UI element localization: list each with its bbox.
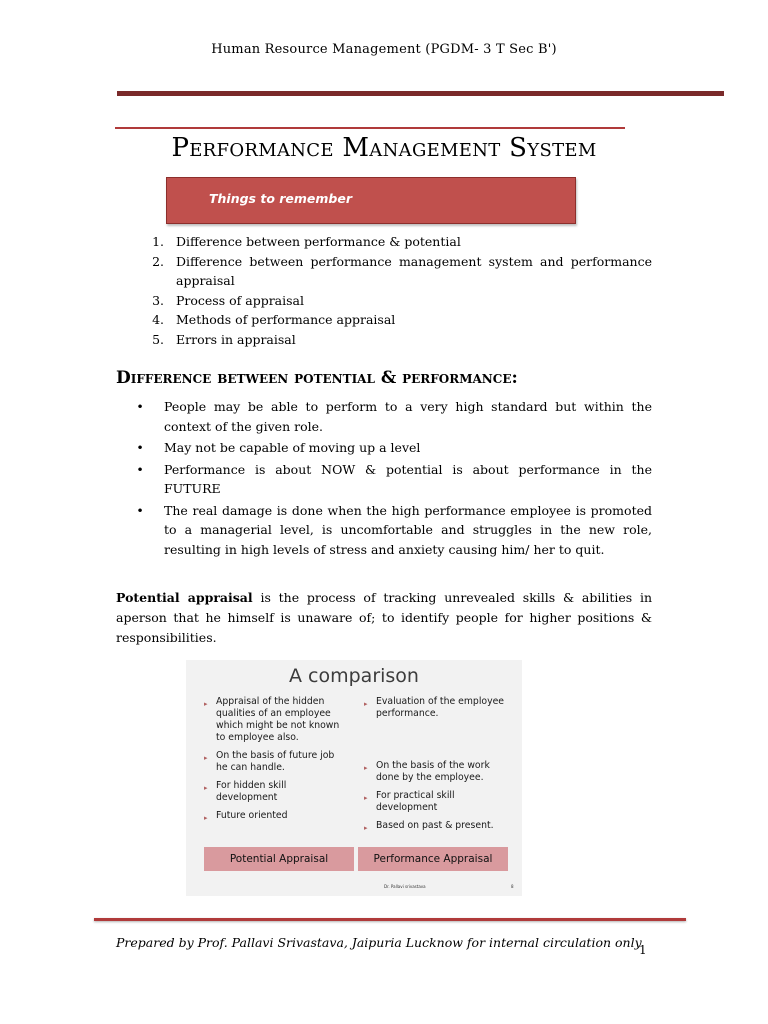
potential-column bbox=[204, 696, 348, 830]
page-header: Human Resource Management (PGDM- 3 T Sec B') bbox=[211, 42, 557, 57]
arrow-bullet-icon: ▸ bbox=[204, 754, 208, 762]
bullet-icon: • bbox=[136, 399, 144, 414]
comparison-text: For hidden skill development bbox=[216, 780, 287, 803]
list-item bbox=[116, 330, 652, 350]
arrow-bullet-icon: ▸ bbox=[364, 764, 368, 772]
page-title: Performance Management System bbox=[171, 133, 597, 163]
list-text: Difference between performance & potential bbox=[176, 234, 461, 249]
comparison-text: Appraisal of the hidden qualities of an employee which might be not known to employee also. bbox=[216, 696, 340, 743]
arrow-bullet-icon: ▸ bbox=[204, 700, 208, 708]
slide-number: 8 bbox=[511, 884, 514, 889]
performance-appraisal-label: Performance Appraisal bbox=[358, 847, 508, 871]
bullet-icon: • bbox=[136, 461, 144, 477]
paragraph-text: is the process of tracking unrevealed skills & abilities in aperson that he himself is unaware of; to identify people for higher positions & responsibilities. bbox=[116, 590, 652, 645]
page-footer: Prepared by Prof. Pallavi Srivastava, Jaipuria Lucknow for internal circulation only bbox=[116, 935, 642, 950]
section-heading: Difference between potential & performance: bbox=[116, 368, 518, 388]
comparison-text: Future oriented bbox=[216, 810, 288, 821]
difference-bullets bbox=[116, 397, 652, 561]
list-item bbox=[204, 696, 348, 744]
list-text: Errors in appraisal bbox=[176, 331, 296, 347]
list-number: 4. bbox=[152, 312, 164, 327]
arrow-bullet-icon: ▸ bbox=[364, 794, 368, 802]
slide-footnote: Dr. Pallavi srivastava bbox=[384, 884, 426, 889]
list-item bbox=[364, 790, 508, 814]
potential-appraisal-label: Potential Appraisal bbox=[204, 847, 354, 871]
list-item bbox=[364, 820, 508, 834]
list-item bbox=[364, 760, 508, 784]
title-rule bbox=[115, 127, 625, 129]
list-number: 1. bbox=[152, 234, 164, 249]
list-number: 3. bbox=[152, 292, 164, 308]
arrow-bullet-icon: ▸ bbox=[364, 700, 368, 708]
list-item bbox=[116, 397, 652, 436]
bullet-text: Performance is about NOW & potential is about performance in the FUTURE bbox=[164, 461, 652, 496]
list-item bbox=[116, 291, 652, 311]
list-item bbox=[116, 438, 652, 458]
arrow-bullet-icon: ▸ bbox=[204, 784, 208, 792]
footer-rule bbox=[94, 918, 686, 921]
list-item bbox=[116, 232, 652, 252]
comparison-text: On the basis of future job he can handle. bbox=[216, 750, 335, 773]
bullet-text: The real damage is done when the high performance employee is promoted to a managerial level, is uncomfortable and struggles in the new role, resulting in high levels of stress and anxiety causing him/ her to quit. bbox=[164, 502, 652, 557]
banner-label: Things to remember bbox=[209, 191, 353, 206]
list-text: Difference between performance management system and performance appraisal bbox=[176, 253, 652, 288]
comparison-text: Evaluation of the employee performance. bbox=[376, 696, 505, 719]
arrow-bullet-icon: ▸ bbox=[364, 824, 368, 832]
bullet-text: People may be able to perform to a very high standard but within the context of the given role. bbox=[164, 399, 652, 434]
arrow-bullet-icon: ▸ bbox=[204, 814, 208, 822]
list-item bbox=[204, 750, 348, 774]
bullet-text: May not be capable of moving up a level bbox=[164, 440, 421, 455]
list-item bbox=[116, 310, 652, 330]
remember-list bbox=[116, 232, 652, 349]
page-number: 1 bbox=[639, 943, 647, 957]
list-item bbox=[116, 501, 652, 560]
list-text: Process of appraisal bbox=[176, 292, 304, 308]
header-rule bbox=[117, 91, 724, 96]
comparison-text: On the basis of the work done by the employee. bbox=[376, 760, 490, 783]
list-number: 2. bbox=[152, 253, 164, 269]
list-item bbox=[116, 460, 652, 499]
list-item bbox=[204, 810, 348, 824]
comparison-slide bbox=[186, 660, 522, 896]
list-item bbox=[204, 780, 348, 804]
things-to-remember-banner bbox=[166, 177, 576, 224]
performance-column bbox=[364, 696, 508, 840]
list-text: Methods of performance appraisal bbox=[176, 312, 396, 327]
list-item bbox=[116, 252, 652, 291]
paragraph-bold-term: Potential appraisal bbox=[116, 590, 253, 605]
list-item bbox=[364, 696, 508, 720]
comparison-text: For practical skill development bbox=[376, 790, 455, 813]
list-number: 5. bbox=[152, 331, 164, 347]
slide-title: A comparison bbox=[289, 665, 419, 687]
bullet-icon: • bbox=[136, 502, 144, 518]
comparison-text: Based on past & present. bbox=[376, 820, 494, 831]
bullet-icon: • bbox=[136, 440, 144, 455]
potential-appraisal-paragraph bbox=[116, 588, 652, 648]
